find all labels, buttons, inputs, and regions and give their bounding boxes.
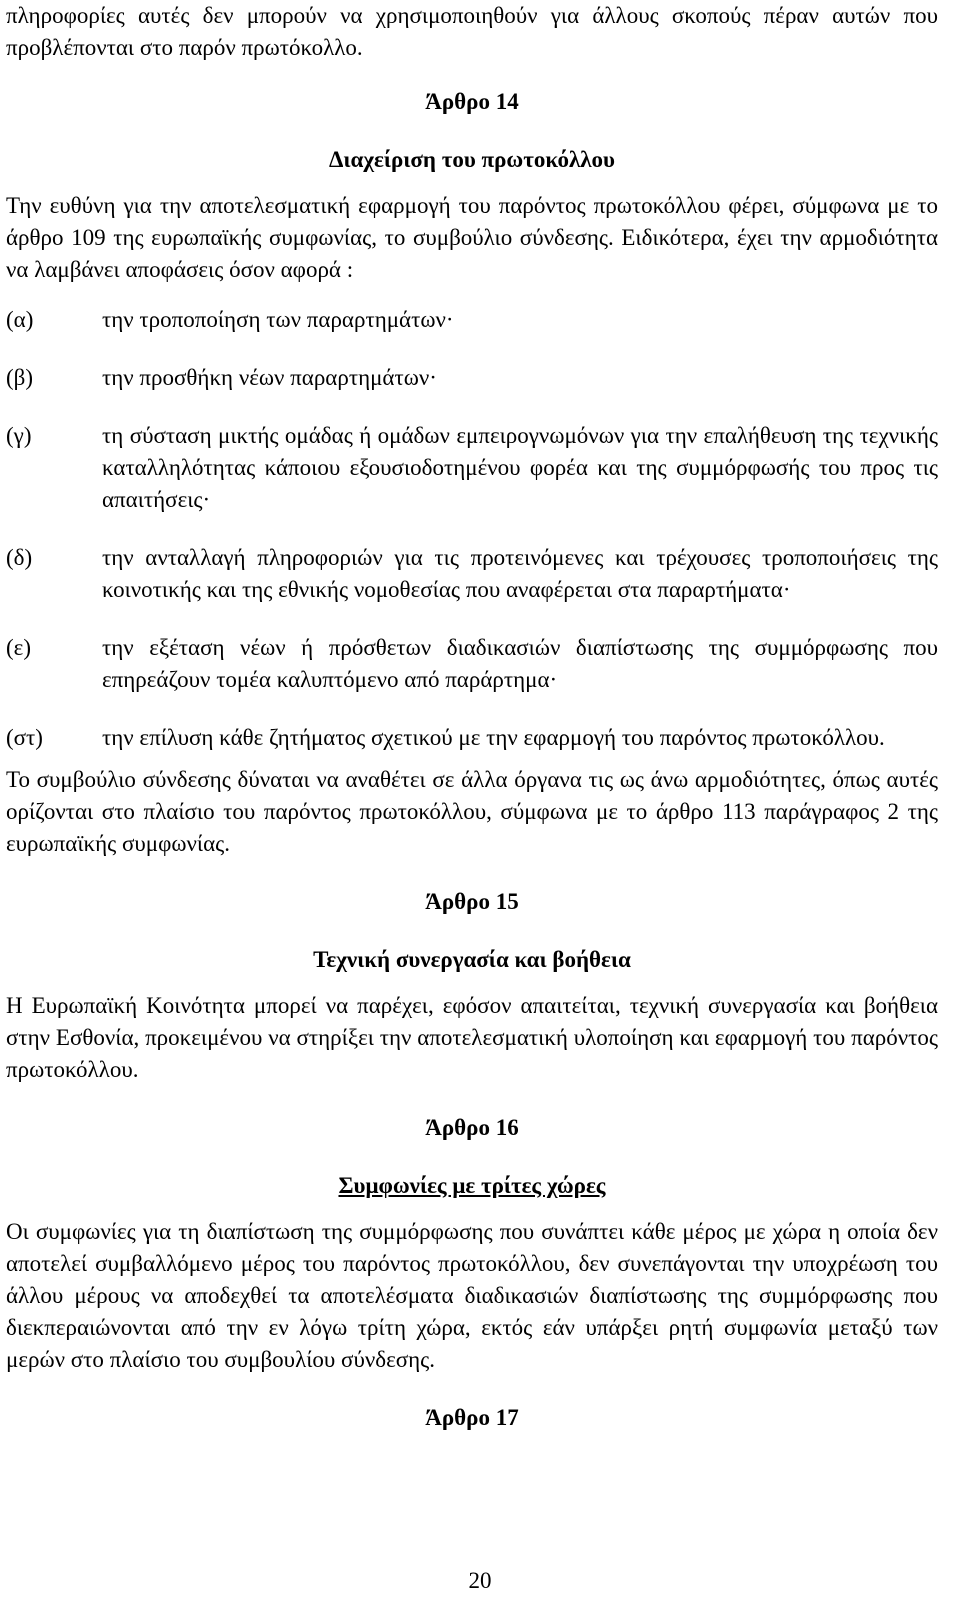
- document-page: [6, 0, 938, 1434]
- article-16-title: [6, 1170, 938, 1202]
- article-15-title: Τεχνική συνεργασία και βοήθεια: [313, 947, 631, 972]
- list-item-label: (γ): [6, 423, 32, 448]
- list-item-label: (στ): [6, 725, 43, 750]
- list-item-label: (ε): [6, 635, 31, 660]
- list-item: [6, 420, 938, 516]
- article-14-paragraph-1: Την ευθύνη για την αποτελεσματική εφαρμογή του παρόντος πρωτοκόλλου φέρει, σύμφωνα με το άρθρο 109 της ευρωπαϊκής συμφωνίας, το συμβούλιο σύνδεσης. Ειδικότερα, έχει την αρμοδιότητα να λαμβάνει αποφάσεις όσον αφορά :: [6, 193, 938, 282]
- article-16-paragraph: Οι συμφωνίες για τη διαπίστωση της συμμόρφωσης που συνάπτει κάθε μέρος με χώρα η οποία δεν αποτελεί συμβαλλόμενο μέρος του παρόντος πρωτοκόλλου, δεν συνεπάγονται την υποχρέωση του άλλου μέρους να αποδεχθεί τα αποτελέσματα διαδικασιών διαπίστωσης της συμμόρφωσης που διεκπεραιώνονται από την εν λόγω τρίτη χώρα, εκτός εάν υπάρξει ρητή συμφωνία μεταξύ των μερών στο πλαίσιο του συμβουλίου σύνδεσης.: [6, 1219, 938, 1372]
- list-item-text: την ανταλλαγή πληροφοριών για τις προτεινόμενες και τρέχουσες τροποποιήσεις της κοινοτικής και της εθνικής νομοθεσίας που αναφέρεται στα παραρτήματα·: [102, 545, 938, 602]
- page-number: 20: [468, 1568, 492, 1593]
- article-14-number: Άρθρο 14: [425, 89, 519, 114]
- list-item-text: τη σύσταση μικτής ομάδας ή ομάδων εμπειρογνωμόνων για την επαλήθευση της τεχνικής καταλληλότητας κάποιου εξουσιοδοτημένου φορέα και της συμμόρφωσής του προς τις απαιτήσεις·: [102, 423, 938, 512]
- intro-paragraph: πληροφορίες αυτές δεν μπορούν να χρησιμοποιηθούν για άλλους σκοπούς πέραν αυτών που προβλέπονται στο παρόν πρωτόκολλο.: [6, 3, 938, 60]
- list-item: [6, 632, 938, 696]
- list-item-label: (α): [6, 307, 34, 332]
- list-item: [6, 722, 938, 754]
- list-item-label: (δ): [6, 545, 33, 570]
- list-item: [6, 304, 938, 336]
- article-16-number: Άρθρο 16: [425, 1115, 519, 1140]
- list-item-text: την επίλυση κάθε ζητήματος σχετικού με την εφαρμογή του παρόντος πρωτοκόλλου.: [102, 725, 885, 750]
- article-14-list: [6, 304, 938, 754]
- article-15-paragraph: Η Ευρωπαϊκή Κοινότητα μπορεί να παρέχει, εφόσον απαιτείται, τεχνική συνεργασία και βοήθεια στην Εσθονία, προκειμένου να στηρίξει την αποτελεσματική υλοποίηση και εφαρμογή του παρόντος πρωτοκόλλου.: [6, 993, 938, 1082]
- list-item-text: την προσθήκη νέων παραρτημάτων·: [102, 365, 437, 390]
- list-item-text: την τροποποίηση των παραρτημάτων·: [102, 307, 454, 332]
- article-17-number: Άρθρο 17: [425, 1405, 519, 1430]
- article-14-title: Διαχείριση του πρωτοκόλλου: [329, 147, 615, 172]
- list-item: [6, 542, 938, 606]
- list-item-text: την εξέταση νέων ή πρόσθετων διαδικασιών διαπίστωσης της συμμόρφωσης που επηρεάζουν τομέα καλυπτόμενο από παράρτημα·: [102, 635, 938, 692]
- article-16-title-text: Συμφωνίες με τρίτες χώρες: [338, 1173, 606, 1198]
- article-15-number: Άρθρο 15: [425, 889, 519, 914]
- list-item: [6, 362, 938, 394]
- list-item-label: (β): [6, 365, 34, 390]
- article-14-paragraph-2: Το συμβούλιο σύνδεσης δύναται να αναθέτει σε άλλα όργανα τις ως άνω αρμοδιότητες, όπως αυτές ορίζονται στο πλαίσιο του παρόντος πρωτοκόλλου, σύμφωνα με το άρθρο 113 παράγραφος 2 της ευρωπαϊκής συμφωνίας.: [6, 767, 938, 856]
